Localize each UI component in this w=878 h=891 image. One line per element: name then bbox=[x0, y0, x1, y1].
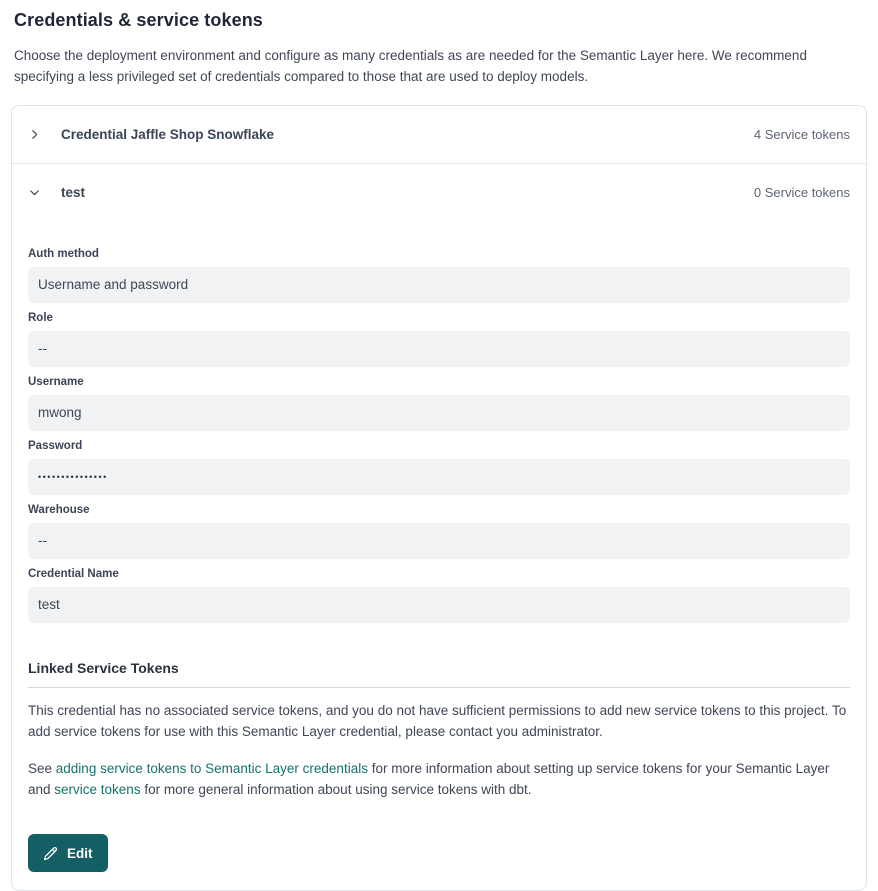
field-label: Auth method bbox=[28, 247, 99, 260]
docs-message bbox=[28, 758, 850, 801]
field-value-password-masked: ••••••••••••••• bbox=[28, 459, 850, 495]
field-label: Role bbox=[28, 311, 53, 324]
no-tokens-message: This credential has no associated service tokens, and you do not have sufficient permissions to add new service tokens to this project. To add service tokens for use with this Semantic Layer credential, please contact you administrator. bbox=[28, 702, 847, 740]
link-adding-service-tokens[interactable]: adding service tokens to Semantic Layer credentials bbox=[55, 760, 368, 776]
field-warehouse bbox=[28, 504, 850, 559]
field-password bbox=[28, 440, 850, 495]
edit-button-label: Edit bbox=[67, 845, 93, 861]
credential-name: test bbox=[61, 184, 86, 200]
service-token-count: 0 Service tokens bbox=[753, 184, 850, 200]
chevron-right-icon bbox=[28, 128, 41, 141]
link-service-tokens[interactable]: service tokens bbox=[54, 781, 141, 797]
credential-row-jaffle-shop[interactable] bbox=[12, 106, 866, 163]
field-label: Warehouse bbox=[28, 503, 90, 516]
field-value-username: mwong bbox=[28, 395, 850, 431]
field-label: Username bbox=[28, 375, 84, 388]
edit-button[interactable] bbox=[28, 834, 108, 872]
field-label: Credential Name bbox=[28, 567, 119, 580]
pencil-icon bbox=[43, 846, 58, 861]
linked-service-tokens-heading: Linked Service Tokens bbox=[28, 659, 179, 676]
field-value-auth-method: Username and password bbox=[28, 267, 850, 303]
page-title: Credentials & service tokens bbox=[14, 10, 263, 30]
service-token-count: 4 Service tokens bbox=[753, 126, 850, 142]
field-value-warehouse: -- bbox=[28, 523, 850, 559]
field-username bbox=[28, 376, 850, 431]
field-label: Password bbox=[28, 439, 83, 452]
credentials-card bbox=[11, 105, 867, 891]
docs-text-suffix: for more general information about using service tokens with dbt. bbox=[140, 781, 532, 797]
section-divider bbox=[28, 687, 850, 688]
page-description: Choose the deployment environment and configure as many credentials as are needed for the Semantic Layer here. We recommend specifying a less privileged set of credentials compared to those that are used to deploy models. bbox=[14, 48, 807, 84]
field-credential-name bbox=[28, 568, 850, 623]
credential-row-test[interactable] bbox=[12, 164, 866, 221]
field-auth-method bbox=[28, 248, 850, 303]
field-role bbox=[28, 312, 850, 367]
credential-name: Credential Jaffle Shop Snowflake bbox=[61, 126, 275, 142]
docs-text-middle: for more information about setting up service tokens for your Semantic Layer and bbox=[28, 760, 830, 797]
credential-detail-body bbox=[12, 221, 866, 890]
credential-section-test bbox=[12, 163, 866, 890]
docs-text-prefix: See bbox=[28, 760, 56, 776]
field-value-credential-name: test bbox=[28, 587, 850, 623]
chevron-down-icon bbox=[28, 186, 41, 199]
field-value-role: -- bbox=[28, 331, 850, 367]
